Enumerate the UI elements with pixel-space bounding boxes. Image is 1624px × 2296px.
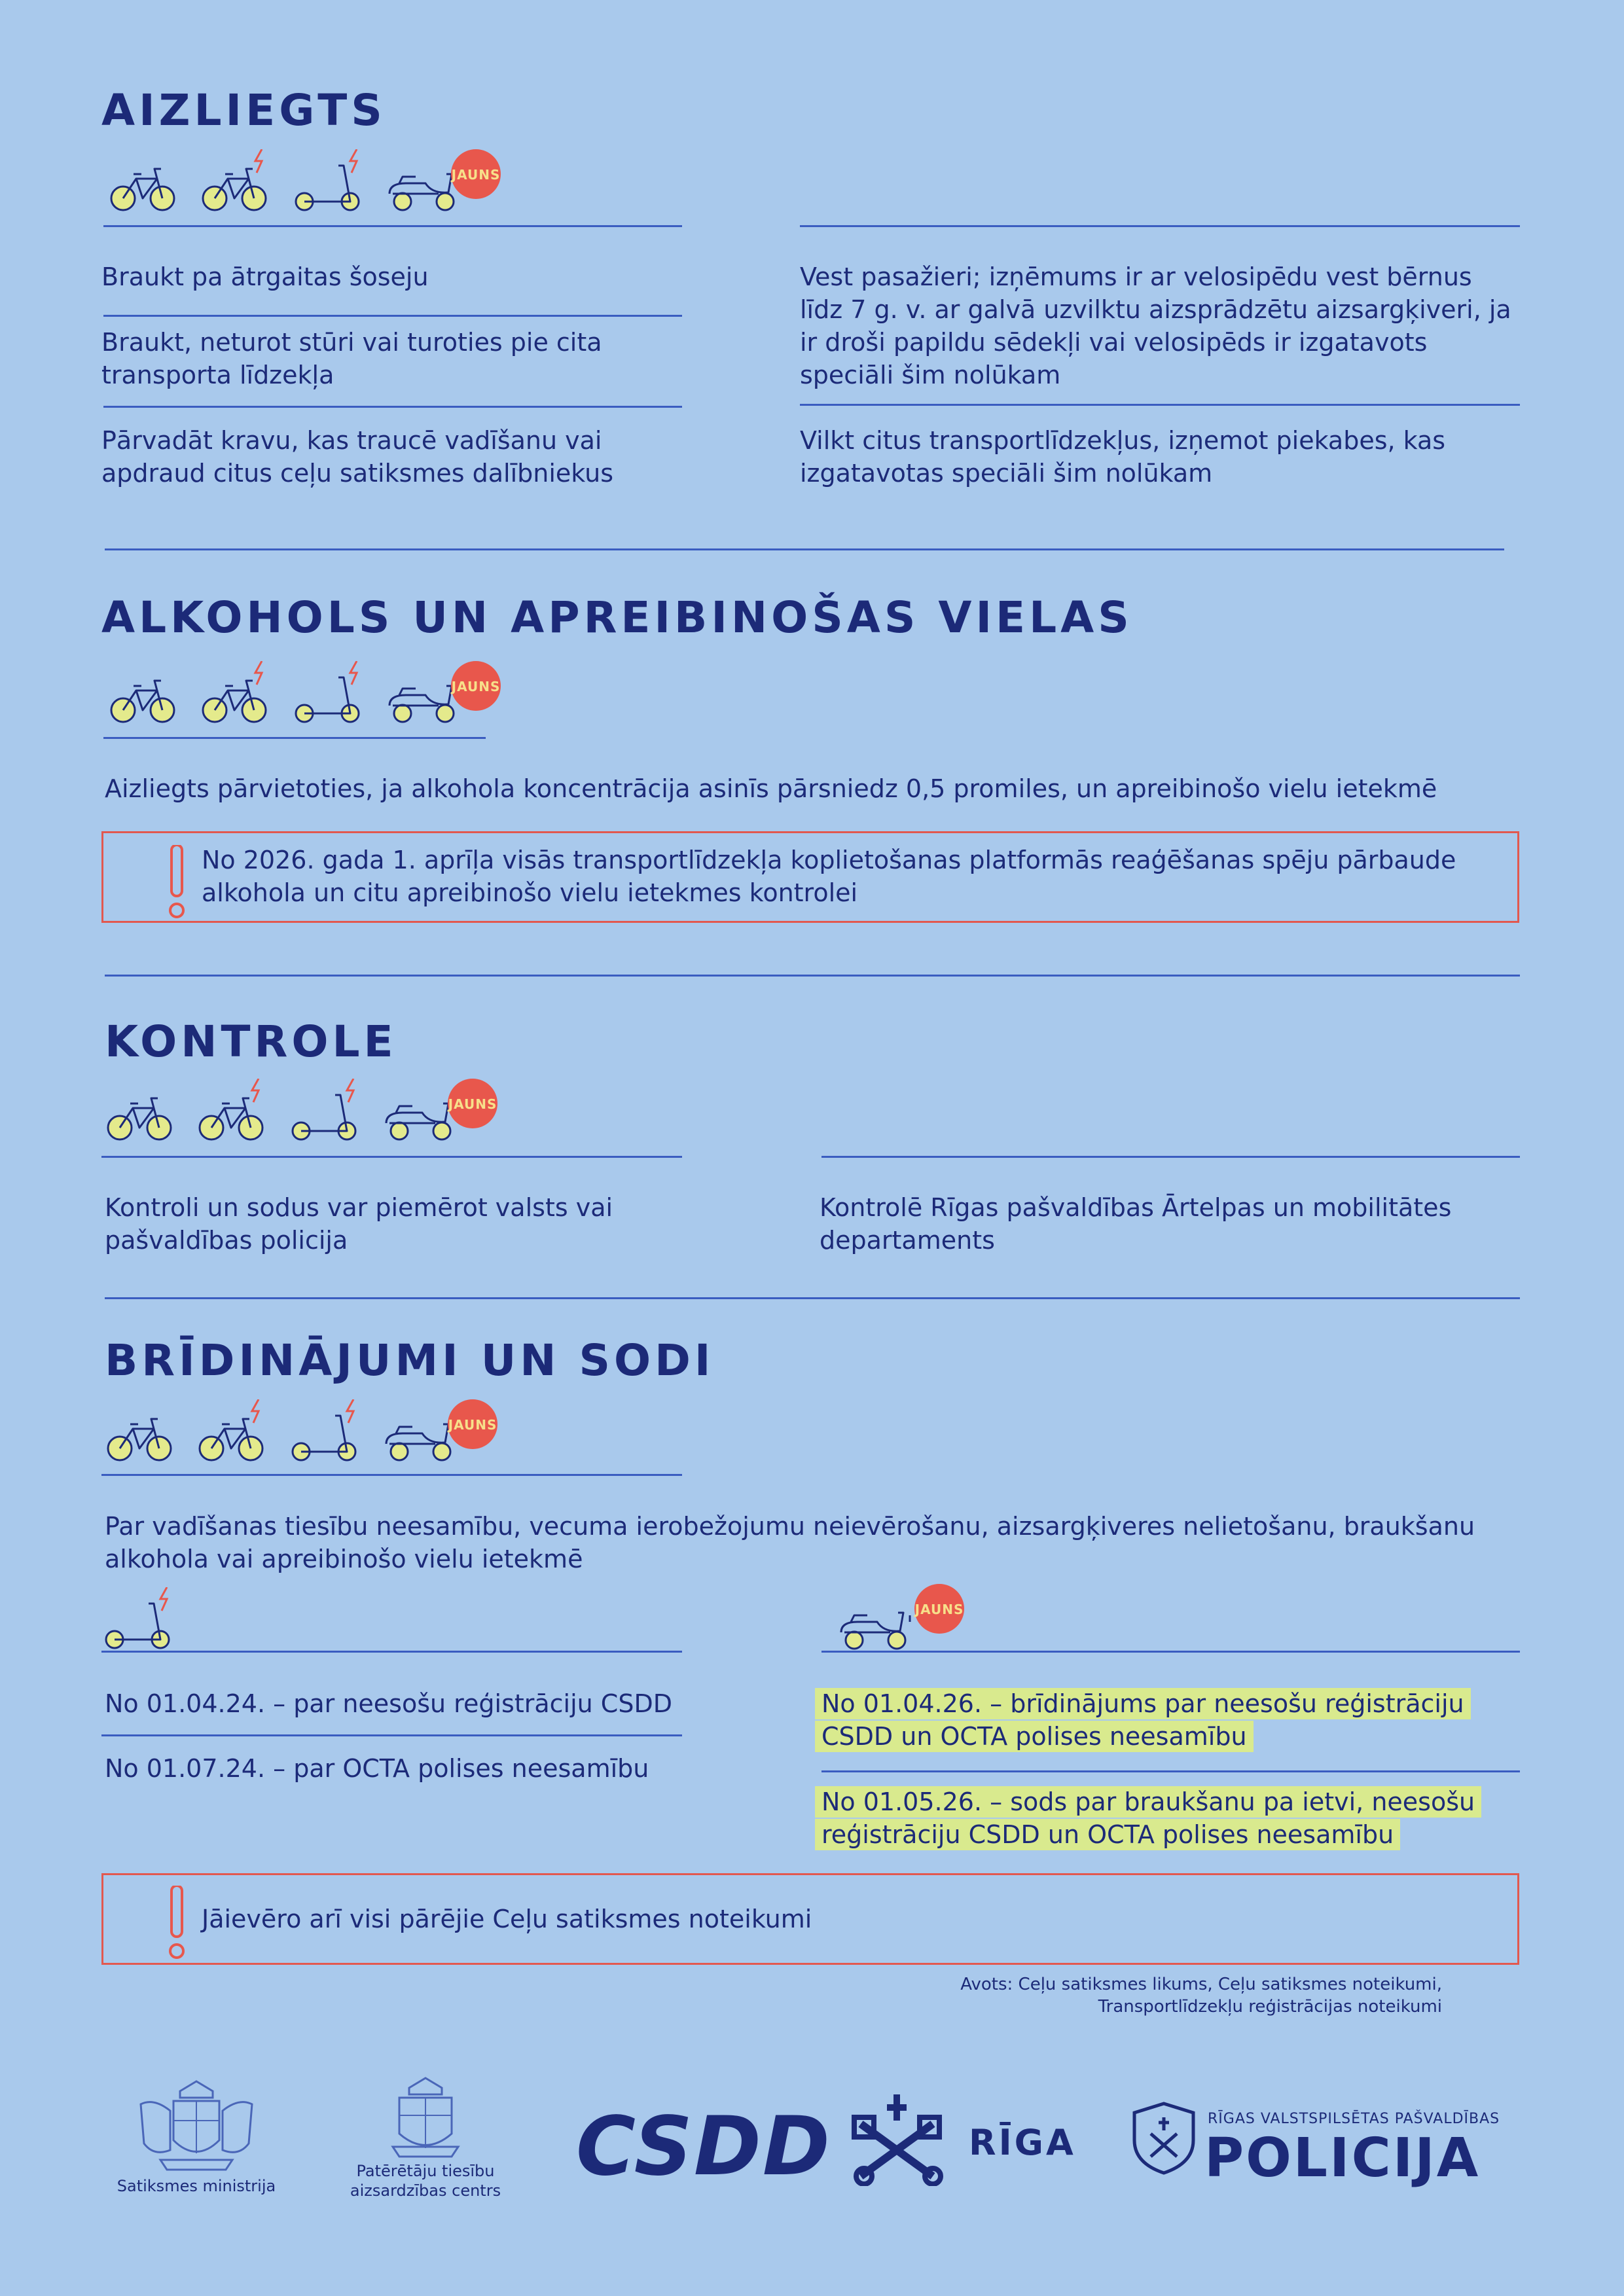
vehicle-icons-row <box>101 1399 507 1471</box>
divider <box>103 406 682 408</box>
riga-keys-logo <box>851 2094 949 2186</box>
rule-text-highlighted: No 01.05.26. – sods par braukšanu pa ietvi, neesošu reģistrāciju CSDD un OCTA polises neesamību <box>815 1785 1509 1851</box>
divider <box>103 737 486 739</box>
rule-text: No 01.04.24. – par neesošu reģistrāciju CSDD <box>105 1689 672 1718</box>
ptac-caption-line: aizsardzības centrs <box>350 2181 501 2200</box>
section-divider <box>105 975 1520 977</box>
rule-text: Vilkt citus transportlīdzekļus, izņemot piekabes, kas izgatavotas speciāli šim nolūkam <box>800 426 1446 488</box>
divider <box>800 404 1520 406</box>
rule-text: Par vadīšanas tiesību neesamību, vecuma ierobežojumu neievērošanu, aizsargķiveres nelietošanu, braukšanu alkohola vai apreibinošo vielu ietekmē <box>105 1512 1475 1573</box>
divider <box>101 1474 682 1476</box>
divider <box>821 1156 1520 1158</box>
warning-text: Jāievēro arī visi pārējie Ceļu satiksmes noteikumi <box>202 1905 812 1933</box>
police-logo-title: POLICIJA <box>1204 2127 1481 2189</box>
exclamation-icon <box>168 845 189 921</box>
divider <box>821 1651 1520 1653</box>
moped-icon <box>838 1583 969 1655</box>
divider <box>101 1156 682 1158</box>
vehicle-icons-row <box>105 661 511 733</box>
rule-text: Aizliegts pārvietoties, ja alkohola koncentrācija asinīs pārsniedz 0,5 promiles, un apreibinošo vielu ietekmē <box>105 774 1437 803</box>
divider <box>800 225 1520 227</box>
vehicle-icons-row <box>101 1079 507 1151</box>
ptac-caption-line: Patērētāju tiesību <box>356 2162 495 2180</box>
rule-text-highlighted: No 01.04.26. – brīdinājums par neesošu reģistrāciju CSDD un OCTA polises neesamību <box>815 1687 1509 1753</box>
police-shield-logo <box>1131 2101 1197 2176</box>
source-note <box>960 1973 1442 2018</box>
rule-text: Kontrolē Rīgas pašvaldības Ārtelpas un mobilitātes departaments <box>820 1193 1452 1255</box>
police-logo-subtitle: RĪGAS VALSTSPILSĒTAS PAŠVALDĪBAS <box>1208 2111 1500 2127</box>
divider <box>821 1770 1520 1772</box>
section-title-sodi: BRĪDINĀJUMI UN SODI <box>105 1335 715 1386</box>
divider <box>103 225 682 227</box>
rule-text: Kontroli un sodus var piemērot valsts vai pašvaldības policija <box>105 1193 613 1255</box>
section-divider <box>105 548 1504 550</box>
section-title-alkohols: ALKOHOLS UN APREIBINOŠAS VIELAS <box>101 592 1133 643</box>
vehicle-icons-row <box>105 149 511 221</box>
source-line: Avots: Ceļu satiksmes likums, Ceļu satiksmes noteikumi, <box>960 1975 1442 1994</box>
svg-text:JAUNS: JAUNS <box>914 1602 964 1617</box>
e-scooter-icon <box>101 1587 187 1653</box>
csdd-logo: CSDD <box>576 2100 831 2194</box>
warning-text: No 2026. gada 1. aprīļa visās transportlīdzekļa koplietošanas platformās reaģēšanas spēju pārbaude alkohola un citu apreibinošo vielu ietekmes kontrolei <box>202 846 1456 907</box>
warning-box <box>101 831 1519 923</box>
ptac-caption <box>340 2161 511 2200</box>
rule-text: No 01.07.24. – par OCTA polises neesamību <box>105 1754 649 1783</box>
rule-text: Braukt pa ātrgaitas šoseju <box>101 262 429 291</box>
ministry-caption: Satiksmes ministrija <box>117 2177 276 2195</box>
warning-box <box>101 1873 1519 1965</box>
ministry-coat-of-arms-logo <box>134 2078 259 2176</box>
divider <box>101 1734 682 1736</box>
divider <box>103 315 682 317</box>
riga-logo-text: RĪGA <box>969 2122 1076 2163</box>
divider <box>101 1651 682 1653</box>
ptac-coat-of-arms-logo <box>383 2075 468 2160</box>
rule-text: Braukt, neturot stūri vai turoties pie cita transporta līdzekļa <box>101 328 602 389</box>
section-title-aizliegts: AIZLIEGTS <box>101 85 386 135</box>
section-title-kontrole: KONTROLE <box>105 1016 397 1067</box>
section-divider <box>105 1297 1520 1299</box>
rule-text: Pārvadāt kravu, kas traucē vadīšanu vai apdraud citus ceļu satiksmes dalībniekus <box>101 426 614 488</box>
exclamation-icon <box>168 1886 189 1962</box>
rule-text: Vest pasažieri; izņēmums ir ar velosipēdu vest bērnus līdz 7 g. v. ar galvā uzvilktu aizsprādzētu aizsargķiveri, ja ir droši papildu sēdekļi vai velosipēds ir izgatavots speciāli šim nolūkam <box>800 262 1511 389</box>
source-line: Transportlīdzekļu reģistrācijas noteikumi <box>1098 1997 1442 2017</box>
